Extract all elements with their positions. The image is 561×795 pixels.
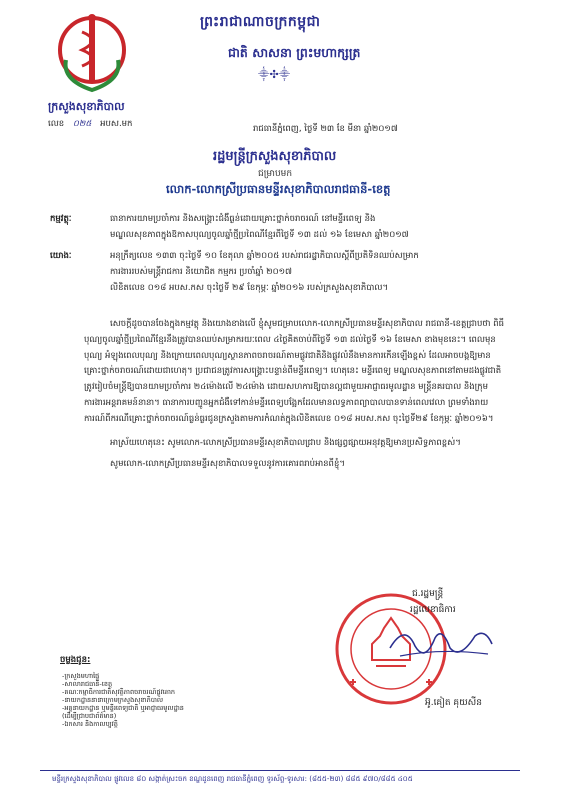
cc-title: ចម្លងជូន: — [60, 655, 91, 665]
salutation: ជម្រាបមក — [258, 169, 293, 179]
addressee: លោក-លោកស្រីប្រធានមន្ទីរសុខាភិបាលរាជធានី-ខេត្ត — [166, 182, 391, 196]
cc-item: -ក្រសួងមហាផ្ទៃ — [62, 672, 100, 680]
handwritten-signature — [380, 618, 500, 668]
kingdom-heading: ព្រះរាជាណាចក្រកម្ពុជា — [200, 14, 321, 30]
ornament: ⸎✣⸎ — [258, 68, 291, 81]
subject-line-1: ធានាការយាមប្រចាំការ និងសង្គ្រោះជំងឺធ្ងន់ដោយគ្រោះថ្នាក់ចរាចរណ៍ នៅមន្ទីរពេទ្យ និង — [110, 214, 376, 224]
sender-title: រដ្ឋមន្ត្រីក្រសួងសុខាភិបាល — [213, 149, 337, 164]
signature-title: ជ.រដ្ឋមន្ត្រី — [412, 589, 444, 599]
national-motto: ជាតិ សាសនា ព្រះមហាក្សត្រ — [228, 45, 361, 60]
body-paragraph-2: អាស្រ័យហេតុនេះ សូមលោក-លោកស្រីប្រធានមន្ទីរសុខាភិបាលជ្រាប និងផ្សព្វផ្សាយអនុវត្តឱ្យមានប្រសិទ្ធភាពខ្ពស់។ — [110, 437, 461, 448]
ref-suffix: អបស.មក — [100, 119, 133, 129]
ref-number: ០២៥ — [72, 119, 92, 129]
footer-divider — [40, 770, 520, 771]
subject-line-2: មណ្ឌលសុខភាពក្នុងឱកាសបុណ្យចូលឆ្នាំថ្មីប្រពៃណីខ្មែរពីថ្ងៃទី ១៣ ដល់ ១៦ ខែមេសា ឆ្នាំ២០១៧ — [110, 230, 409, 240]
closing-line: សូមលោក-លោកស្រីប្រធានមន្ទីរសុខាភិបាលទទួលនូវការគោរពរាប់អានពីខ្ញុំ។ — [110, 459, 345, 470]
cc-item: -គណៈកម្មាធិការជាតិសុវត្ថិភាពចរាចរណ៍ផ្លូវគោក — [62, 688, 176, 696]
document-date: រាជធានីភ្នំពេញ, ថ្ងៃទី ២៣ ខែ មីនា ឆ្នាំ២០១៧ — [253, 124, 398, 134]
body-paragraph-1: សេចក្តីដូចបានចែងក្នុងកម្មវត្ថុ និងយោងខាងលើ ខ្ញុំសូមជម្រាបលោក-លោកស្រីប្រធានមន្ទីរសុខាភិបាល រាជធានី-ខេត្តជ្រាបថា ពិធីបុណ្យចូលឆ្នាំថ្មីប្រពៃណីខ្មែរនឹងត្រូវបានឈប់សម្រាករយៈពេល ៤ថ្ងៃគិតចាប់ពីថ្ងៃទី ១៣ ដល់ថ្ងៃទី ១៦ ខែមេសា ខាងមុខនេះ។ ពេលមុនបុណ្យ អំឡុងពេលបុណ្យ និងក្រោយពេលបុណ្យស្ថានភាពចរាចរណ៍តាមផ្លូវជាតិនិងផ្លូវលំនឹងមានការកើនឡើងខ្ពស់ ដែលអាចបង្កឱ្យមានគ្រោះថ្នាក់ចរាចរណ៍ដោយជាហេតុ។ ប្រជាជនត្រូវការសង្គ្រោះបន្ទាន់ពីមន្ទីរពេទ្យ។ ហេតុនេះ មន្ទីរពេទ្យ មណ្ឌលសុខភាពនៅតាមដងផ្លូវជាតិត្រូវរៀបចំមន្ត្រីឱ្យបានយាមប្រចាំការ ២៤ម៉ោងលើ ២៤ម៉ោង ដោយសហការឱ្យបានល្អជាមួយអាជ្ញាធរមូលដ្ឋាន មន្ត្រីនគរបាល និងក្រុមការងារអន្តរាគមន៍នានា។ ធានាការបញ្ជូនអ្នកជំងឺទៅកាន់មន្ទីរពេទ្យបង្អែកដែលមានលទ្ធភាពព្យាបាលបានទាន់ពេលវេលា ព្រមទាំងរាយការណ៍ពីករណីគ្រោះថ្នាក់ចរាចរណ៍ធ្ងន់ធ្ងរជូនក្រសួងតាមការកំណត់ក្នុងលិខិតលេខ ០១៨ អបស.កស ចុះថ្ងៃទី២៩ ខែកុម្ភៈ ឆ្នាំ២០១៦។ — [84, 319, 504, 424]
cc-item: -នាយកដ្ឋាននានាក្រោមក្រសួងសុខាភិបាល — [62, 696, 164, 704]
footer-address: មន្ទីរក្រសួងសុខាភិបាល ផ្លូវលេខ ៨០ សង្កាត់ស្រះចក ខណ្ឌដូនពេញ រាជធានីភ្នំពេញ ទូរស័ព្ទ-ទូរសារ: (៨៥៥-២៣) ៨៨៥ ៩៧០/៨៨៥ ៤០៥ — [52, 775, 413, 783]
cc-item: -សាលារាជធានី-ខេត្ត — [62, 680, 113, 688]
ref-prefix: លេខ — [48, 119, 65, 129]
cc-item: (ដើម្បីជ្រាបជាព័ត៌មាន) — [62, 712, 117, 720]
subject-label: កម្មវត្ថុៈ — [50, 214, 72, 224]
cc-item: -ឯកសារ និងកាលប្បវត្តិ — [62, 720, 118, 728]
letter-body — [84, 317, 504, 473]
signatory-name: អ៊ូ.គៀត គុយសីន — [425, 698, 482, 708]
reference-number — [48, 119, 132, 131]
ministry-name: ក្រសួងសុខាភិបាល — [48, 100, 125, 113]
ministry-logo — [52, 10, 132, 96]
reference-line-1: អនុក្រឹត្យលេខ ១៣៣ ចុះថ្ងៃទី ១០ ខែតុលា ឆ្នាំ២០០៥ របស់រាជរដ្ឋាភិបាលស្តីពីប្រតិទិនឈប់សម្រាក — [110, 251, 419, 261]
reference-line-3: លិខិតលេខ ០១៨ អបស.កស ចុះថ្ងៃទី ២៩ ខែកុម្ភៈ ឆ្នាំ២០១៦ របស់ក្រសួងសុខាភិបាល។ — [110, 283, 389, 293]
reference-line-2: ការងាររបស់មន្ត្រីរាជការ និយោជិត កម្មករ ប្រចាំឆ្នាំ ២០១៧ — [110, 267, 293, 277]
cc-item: -អគ្គនាយកដ្ឋាន ឬមន្ទីរពេទ្យជាតិ ឬអាជ្ញាធរមូលដ្ឋាន — [62, 704, 184, 712]
reference-label: យោងៈ — [50, 251, 72, 261]
signature-subtitle: រដ្ឋលេខាធិការ — [410, 605, 456, 615]
